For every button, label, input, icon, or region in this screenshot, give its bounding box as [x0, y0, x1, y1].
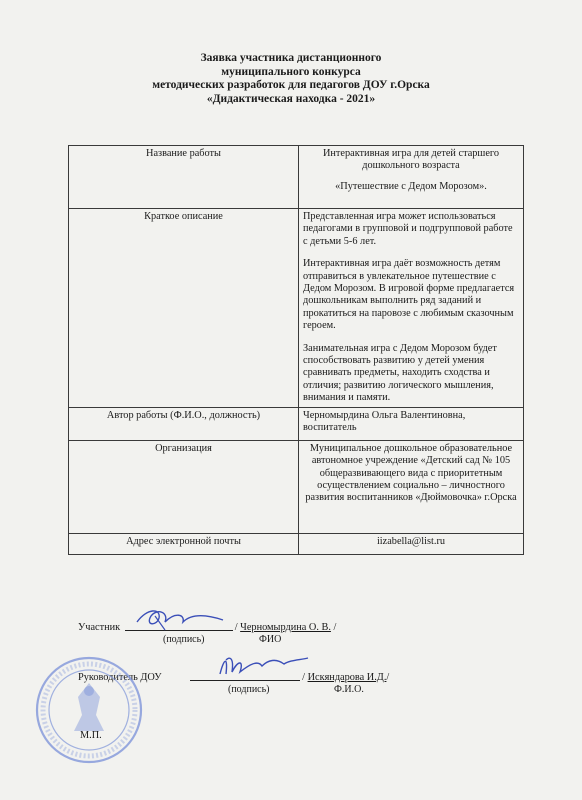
- table-row: [69, 209, 524, 408]
- participant-label: Участник: [78, 622, 121, 633]
- table-row: [69, 533, 524, 554]
- table-row: [69, 440, 524, 533]
- head-name-caption: Ф.И.О.: [334, 684, 364, 695]
- description-label: Краткое описание: [69, 209, 299, 408]
- email-value: iizabella@list.ru: [299, 533, 524, 554]
- work-title-value: [299, 146, 524, 209]
- work-title-name: «Путешествие с Дедом Морозом».: [335, 180, 487, 192]
- author-value: Черномырдина Ольга Валентиновна, воспитатель: [299, 407, 524, 440]
- work-title-text: Интерактивная игра для детей старшего дошкольного возраста: [322, 148, 500, 172]
- table-row: [69, 146, 524, 209]
- work-title-label: Название работы: [69, 146, 299, 209]
- head-label: Руководитель ДОУ: [78, 672, 162, 683]
- stamp-mark: М.П.: [80, 730, 102, 741]
- title-line: Заявка участника дистанционного: [200, 52, 382, 64]
- description-value: [299, 209, 524, 408]
- organization-label: Организация: [69, 440, 299, 533]
- description-paragraph: Занимательная игра с Дедом Морозом будет способствовать развитию у детей умения сравнивать предметы, находить сходства и отличия; развитию логического мышления, внимания и памяти.: [303, 342, 497, 404]
- head-signature: [210, 650, 310, 684]
- head-name: Искяндарова И.Д.: [307, 672, 387, 683]
- participant-name-caption: ФИО: [259, 634, 282, 645]
- head-sign-caption: (подпись): [228, 684, 270, 695]
- title-line: «Дидактическая находка - 2021»: [206, 92, 376, 105]
- email-label: Адрес электронной почты: [69, 533, 299, 554]
- title-line: методических разработок для педагогов ДОУ г.Орска: [152, 79, 430, 91]
- title-line: муниципального конкурса: [221, 65, 361, 78]
- description-paragraph: Интерактивная игра даёт возможность детям отправиться в увлекательное путешествие с Дедом Морозом. В игровой форме предлагается дошкольникам выполнить ряд заданий и прокатиться на паровозе с любимым сказочным героем.: [303, 258, 515, 332]
- table-row: [69, 407, 524, 440]
- head-line: Руководитель ДОУ / Искяндарова И.Д./: [78, 672, 390, 683]
- participant-line: Участник / Черномырдина О. В. /: [78, 622, 337, 633]
- organization-value: Муниципальное дошкольное образовательное автономное учреждение «Детский сад № 105 общеразвивающего вида с приоритетным осуществлением социально – личностного развития воспитанников «Дюймовочка» г.Орска: [299, 440, 524, 533]
- author-label: Автор работы (Ф.И.О., должность): [69, 407, 299, 440]
- organization-stamp: [34, 655, 144, 765]
- participant-sign-caption: (подпись): [163, 634, 205, 645]
- description-paragraph: Представленная игра может использоваться педагогами в групповой и подгрупповой работе с детьми 5-6 лет.: [303, 211, 513, 247]
- application-form-table: [68, 145, 524, 555]
- document-title: [0, 52, 582, 106]
- participant-signature: [135, 604, 225, 634]
- participant-name: Черномырдина О. В.: [240, 622, 331, 633]
